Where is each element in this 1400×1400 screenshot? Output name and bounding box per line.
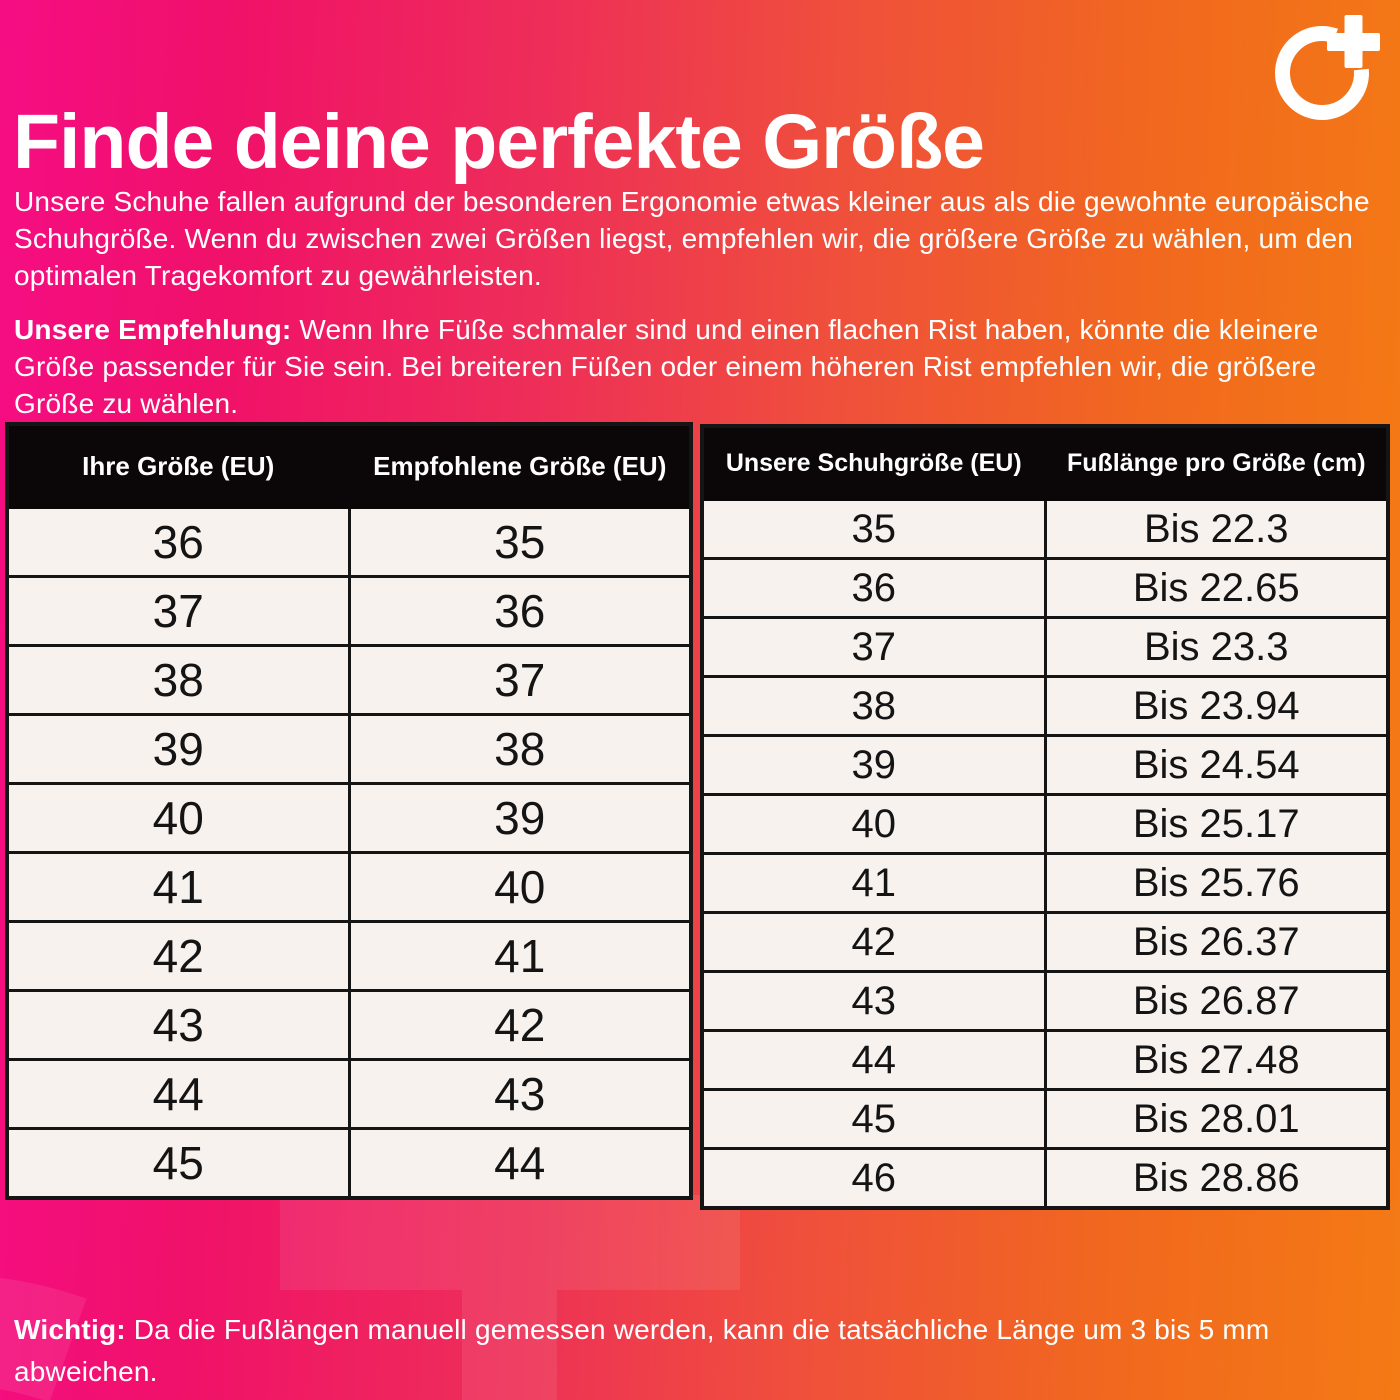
column-header-shoe-size: Unsere Schuhgröße (EU) <box>702 426 1045 500</box>
your-size-cell: 43 <box>7 991 349 1060</box>
foot-length-cell: Bis 28.86 <box>1045 1149 1388 1209</box>
table-row <box>7 784 691 853</box>
recommended-size-cell: 38 <box>349 715 691 784</box>
recommended-size-cell: 39 <box>349 784 691 853</box>
recommended-size-cell: 35 <box>349 508 691 577</box>
foot-length-cell: Bis 25.17 <box>1045 795 1388 854</box>
page-title: Finde deine perfekte Größe <box>13 98 984 185</box>
table-row <box>7 646 691 715</box>
recommended-size-cell: 42 <box>349 991 691 1060</box>
foot-length-cell: Bis 23.94 <box>1045 677 1388 736</box>
shoe-size-cell: 38 <box>702 677 1045 736</box>
table-header-row <box>702 426 1388 500</box>
foot-length-cell: Bis 25.76 <box>1045 854 1388 913</box>
table-row <box>7 991 691 1060</box>
foot-length-cell: Bis 28.01 <box>1045 1090 1388 1149</box>
foot-length-table <box>700 424 1390 1210</box>
table-row <box>702 913 1388 972</box>
column-header-your-size: Ihre Größe (EU) <box>7 424 349 508</box>
recommended-size-cell: 41 <box>349 922 691 991</box>
table-row <box>7 853 691 922</box>
shoe-size-cell: 45 <box>702 1090 1045 1149</box>
shoe-size-cell: 43 <box>702 972 1045 1031</box>
your-size-cell: 42 <box>7 922 349 991</box>
recommendation-label: Unsere Empfehlung: <box>14 314 292 345</box>
table-row <box>702 677 1388 736</box>
foot-length-cell: Bis 23.3 <box>1045 618 1388 677</box>
note-label: Wichtig: <box>14 1314 126 1345</box>
foot-length-cell: Bis 27.48 <box>1045 1031 1388 1090</box>
foot-length-cell: Bis 22.65 <box>1045 559 1388 618</box>
shoe-size-cell: 40 <box>702 795 1045 854</box>
table-header-row <box>7 424 691 508</box>
shoe-size-cell: 41 <box>702 854 1045 913</box>
foot-length-cell: Bis 22.3 <box>1045 500 1388 559</box>
table-row <box>702 500 1388 559</box>
table-row <box>702 559 1388 618</box>
your-size-cell: 37 <box>7 577 349 646</box>
recommended-size-cell: 44 <box>349 1129 691 1199</box>
shoe-size-cell: 42 <box>702 913 1045 972</box>
shoe-size-cell: 44 <box>702 1031 1045 1090</box>
table-row <box>702 1090 1388 1149</box>
table-row <box>702 972 1388 1031</box>
column-header-recommended-size: Empfohlene Größe (EU) <box>349 424 691 508</box>
shoe-size-cell: 36 <box>702 559 1045 618</box>
your-size-cell: 38 <box>7 646 349 715</box>
shoe-size-cell: 35 <box>702 500 1045 559</box>
table-row <box>702 618 1388 677</box>
your-size-cell: 45 <box>7 1129 349 1199</box>
note-text: Da die Fußlängen manuell gemessen werden, kann die tatsächliche Länge um 3 bis 5 mm abweichen. <box>14 1314 1270 1387</box>
foot-length-cell: Bis 24.54 <box>1045 736 1388 795</box>
table-row <box>7 922 691 991</box>
table-row <box>7 577 691 646</box>
your-size-cell: 41 <box>7 853 349 922</box>
table-row <box>7 1129 691 1199</box>
column-header-foot-length: Fußlänge pro Größe (cm) <box>1045 426 1388 500</box>
your-size-cell: 36 <box>7 508 349 577</box>
note-paragraph <box>14 1309 1374 1393</box>
table-row <box>702 736 1388 795</box>
recommendation-paragraph <box>14 312 1390 423</box>
recommended-size-cell: 40 <box>349 853 691 922</box>
your-size-cell: 39 <box>7 715 349 784</box>
foot-length-cell: Bis 26.87 <box>1045 972 1388 1031</box>
recommendation-text: Wenn Ihre Füße schmaler sind und einen flachen Rist haben, könnte die kleinere Größe passender für Sie sein. Bei breiteren Füßen oder einem höheren Rist empfehlen wir, die größere Größe zu wählen. <box>14 314 1319 419</box>
shoe-size-cell: 37 <box>702 618 1045 677</box>
table-row <box>702 1149 1388 1209</box>
your-size-cell: 40 <box>7 784 349 853</box>
your-size-cell: 44 <box>7 1060 349 1129</box>
table-row <box>7 508 691 577</box>
recommended-size-cell: 37 <box>349 646 691 715</box>
table-row <box>7 1060 691 1129</box>
shoe-size-cell: 46 <box>702 1149 1045 1209</box>
table-row <box>7 715 691 784</box>
brand-logo-icon <box>1272 14 1384 126</box>
size-conversion-table <box>5 422 693 1200</box>
shoe-size-cell: 39 <box>702 736 1045 795</box>
foot-length-cell: Bis 26.37 <box>1045 913 1388 972</box>
table-row <box>702 854 1388 913</box>
recommended-size-cell: 43 <box>349 1060 691 1129</box>
intro-paragraph: Unsere Schuhe fallen aufgrund der besonderen Ergonomie etwas kleiner aus als die gewohnte europäische Schuhgröße. Wenn du zwischen zwei Größen liegst, empfehlen wir, die größere Größe zu wählen, um den optimalen Tragekomfort zu gewährleisten. <box>14 186 1370 291</box>
table-row <box>702 1031 1388 1090</box>
recommended-size-cell: 36 <box>349 577 691 646</box>
table-row <box>702 795 1388 854</box>
